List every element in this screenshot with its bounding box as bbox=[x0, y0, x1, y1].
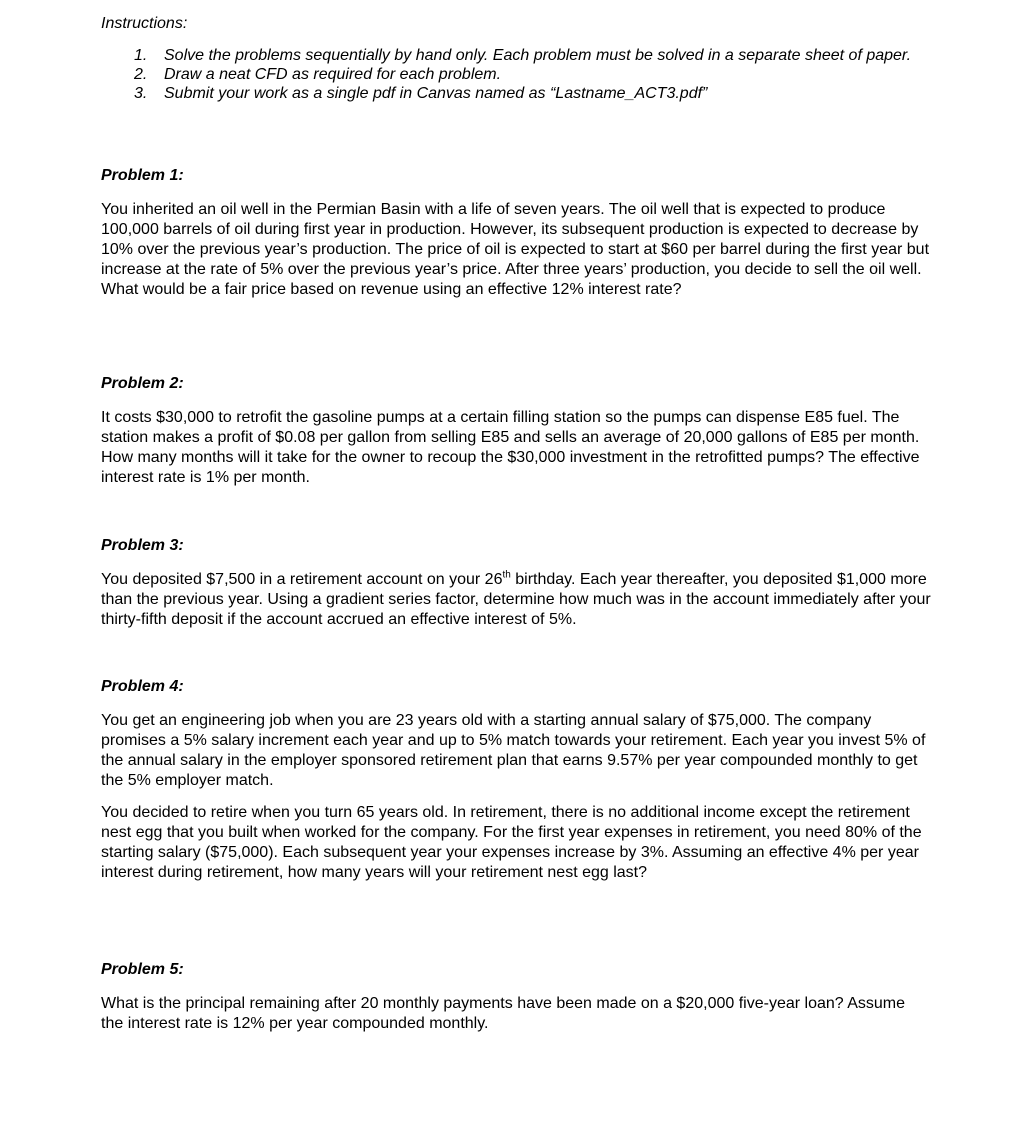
problem-title: Problem 1: bbox=[101, 167, 184, 184]
problem-5 bbox=[101, 960, 931, 1034]
problem-text: What is the principal remaining after 20 monthly payments have been made on a $20,000 five-year loan? Assume the interest rate is 12% per year compounded monthly. bbox=[101, 995, 906, 1032]
problem-4 bbox=[101, 677, 931, 883]
instruction-item bbox=[101, 65, 931, 84]
instruction-item bbox=[101, 84, 931, 103]
problem-title: Problem 4: bbox=[101, 678, 184, 695]
problem-1 bbox=[101, 166, 931, 300]
problem-text: You inherited an oil well in the Permian Basin with a life of seven years. The oil well that is expected to produce 100,000 barrels of oil during first year in production. However, its subsequent production is expected to decrease by 10% over the previous year’s production. The price of oil is expected to start at $60 per barrel during the first year but increase at the rate of 5% over the previous year’s price. After three years’ production, you decide to sell the oil well. What would be a fair price based on revenue using an effective 12% interest rate? bbox=[101, 201, 930, 298]
problem-title: Problem 5: bbox=[101, 961, 184, 978]
instruction-number: 1. bbox=[134, 47, 148, 64]
instruction-number: 3. bbox=[134, 85, 148, 102]
problem-text-part: You deposited $7,500 in a retirement account on your 26 bbox=[101, 571, 503, 588]
instruction-number: 2. bbox=[134, 66, 148, 83]
problem-title: Problem 2: bbox=[101, 375, 184, 392]
instructions-section bbox=[101, 14, 931, 103]
instruction-text: Submit your work as a single pdf in Canvas named as “Lastname_ACT3.pdf” bbox=[164, 85, 708, 102]
instruction-item bbox=[101, 46, 931, 65]
problem-text: You decided to retire when you turn 65 years old. In retirement, there is no additional income except the retirement nest egg that you built when worked for the company. For the first year expenses in retirement, you need 80% of the starting salary ($75,000). Each subsequent year your expenses increase by 3%. Assuming an effective 4% per year interest during retirement, how many years will your retirement nest egg last? bbox=[101, 804, 922, 881]
problem-text bbox=[101, 570, 931, 630]
problem-3 bbox=[101, 536, 931, 630]
instructions-list bbox=[101, 46, 931, 103]
instruction-text: Solve the problems sequentially by hand only. Each problem must be solved in a separate sheet of paper. bbox=[164, 47, 912, 64]
problem-text: It costs $30,000 to retrofit the gasoline pumps at a certain filling station so the pumps can dispense E85 fuel. The station makes a profit of $0.08 per gallon from selling E85 and sells an average of 20,000 gallons of E85 per month. How many months will it take for the owner to recoup the $30,000 investment in the retrofitted pumps? The effective interest rate is 1% per month. bbox=[101, 409, 920, 486]
problem-2 bbox=[101, 374, 931, 488]
instruction-text: Draw a neat CFD as required for each problem. bbox=[164, 66, 502, 83]
ordinal-suffix: th bbox=[502, 569, 511, 581]
problem-text: You get an engineering job when you are 23 years old with a starting annual salary of $75,000. The company promises a 5% salary increment each year and up to 5% match towards your retirement. Each year you invest 5% of the annual salary in the employer sponsored retirement plan that earns 9.57% per year compounded monthly to get the 5% employer match. bbox=[101, 712, 926, 789]
problem-title: Problem 3: bbox=[101, 537, 184, 554]
problem-text-part: birthday. Each year thereafter, you deposited $1,000 more than the previous year. Using a gradient series factor, determine how much was in the account immediately after your thirty-fifth deposit if the account accrued an effective interest of 5%. bbox=[101, 571, 931, 628]
instructions-heading: Instructions: bbox=[101, 15, 188, 32]
